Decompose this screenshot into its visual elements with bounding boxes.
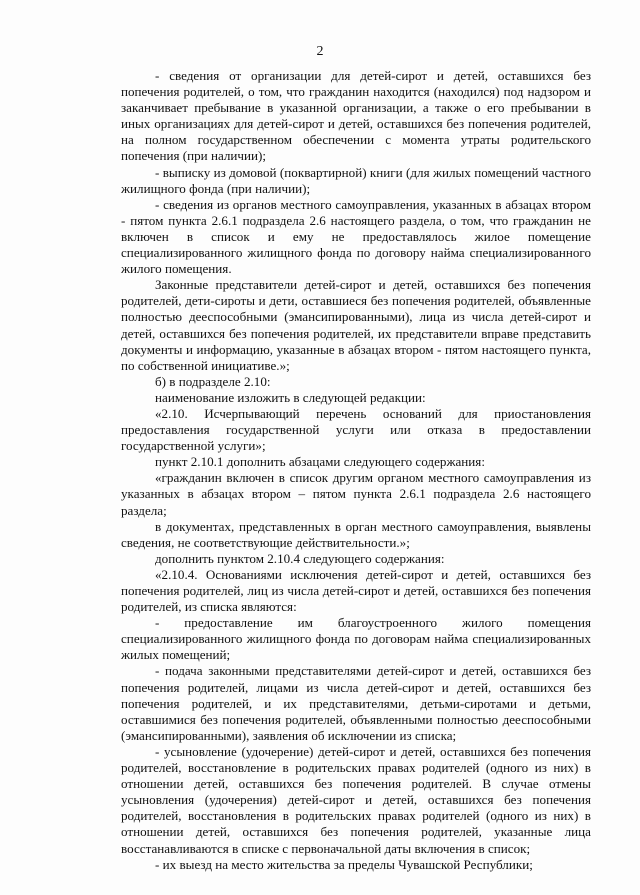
paragraph: - их выезд на место жительства за пределы Чувашской Республики;	[155, 856, 533, 872]
paragraph: - сведения из органов местного самоуправления, указанных в абзацах втором - пятом пункта 2.6.1 подраздела 2.6 настоящего раздела, о том, что гражданин не включен в список и ему не предоставлялось жилое помещение специализированного жилищного фонда по договору найма специализированного жилого помещения.	[121, 196, 591, 277]
paragraph: - предоставление им благоустроенного жилого помещения специализированного жилищного фонда по договорам найма специализированных жилых помещений;	[121, 615, 591, 663]
paragraph: «2.10. Исчерпывающий перечень оснований для приостановления предоставления государственной услуги или отказа в предоставлении государственной услуги»;	[121, 405, 591, 454]
paragraph: пункт 2.10.1 дополнить абзацами следующего содержания:	[155, 454, 485, 470]
paragraph: - сведения от организации для детей-сирот и детей, оставшихся без попечения родителей, о том, что гражданин находится (находился) под надзором и заканчивает пребывание в указанной организации, а также о его пребывании в иных организациях для детей-сирот и детей, оставшихся без попечения родителей, на полном государственном обеспечении с момента утраты родительского попечения (при наличии);	[121, 68, 591, 164]
paragraph: - усыновление (удочерение) детей-сирот и детей, оставшихся без попечения родителей, восстановление в родительских правах родителей (одного из них) в отношении детей, оставшихся без попечения родителей. В случае отмены усыновления (удочерения) детей-сирот и детей, оставшихся без попечения родителей, восстановления в родительских правах родителей (одного из них) в отношении детей, оставшихся без попечения родителей, указанные лица восстанавливаются в списке с первоначальной даты включения в список;	[121, 743, 591, 856]
paragraph: «2.10.4. Основаниями исключения детей-сирот и детей, оставшихся без попечения родителей, лиц из числа детей-сирот и детей, оставшихся без попечения родителей, из списка являются:	[121, 566, 591, 615]
paragraph: «гражданин включен в список другим органом местного самоуправления из указанных в абзацах втором – пятом пункта 2.6.1 подраздела 2.6 настоящего раздела;	[121, 470, 591, 518]
paragraph: б) в подразделе 2.10:	[155, 373, 271, 389]
document-body	[121, 68, 591, 873]
paragraph: наименование изложить в следующей редакции:	[155, 389, 426, 405]
paragraph: - подача законными представителями детей-сирот и детей, оставшихся без попечения родителей, лицами из числа детей-сирот и детей, оставшихся без попечения родителей, и их представителями, детьми-сиротами и детьми, оставшимися без попечения родителей, объявленными полностью дееспособными (эмансипированными), заявления об исключении из списка;	[121, 663, 591, 743]
paragraph: - выписку из домовой (поквартирной) книги (для жилых помещений частного жилищного фонда (при наличии);	[121, 164, 591, 196]
paragraph: в документах, представленных в орган местного самоуправления, выявлены сведения, не соответствующие действительности.»;	[121, 518, 591, 550]
paragraph: дополнить пунктом 2.10.4 следующего содержания:	[155, 550, 445, 566]
page-number: 2	[316, 44, 324, 59]
paragraph: Законные представители детей-сирот и детей, оставшихся без попечения родителей, дети-сироты и дети, оставшиеся без попечения родителей, объявленные полностью дееспособными (эмансипированными), лица из числа детей-сирот и детей, оставшихся без попечения родителей, их представители вправе представить документы и информацию, указанные в абзацах втором - пятом настоящего пункта, по собственной инициативе.»;	[121, 277, 591, 373]
